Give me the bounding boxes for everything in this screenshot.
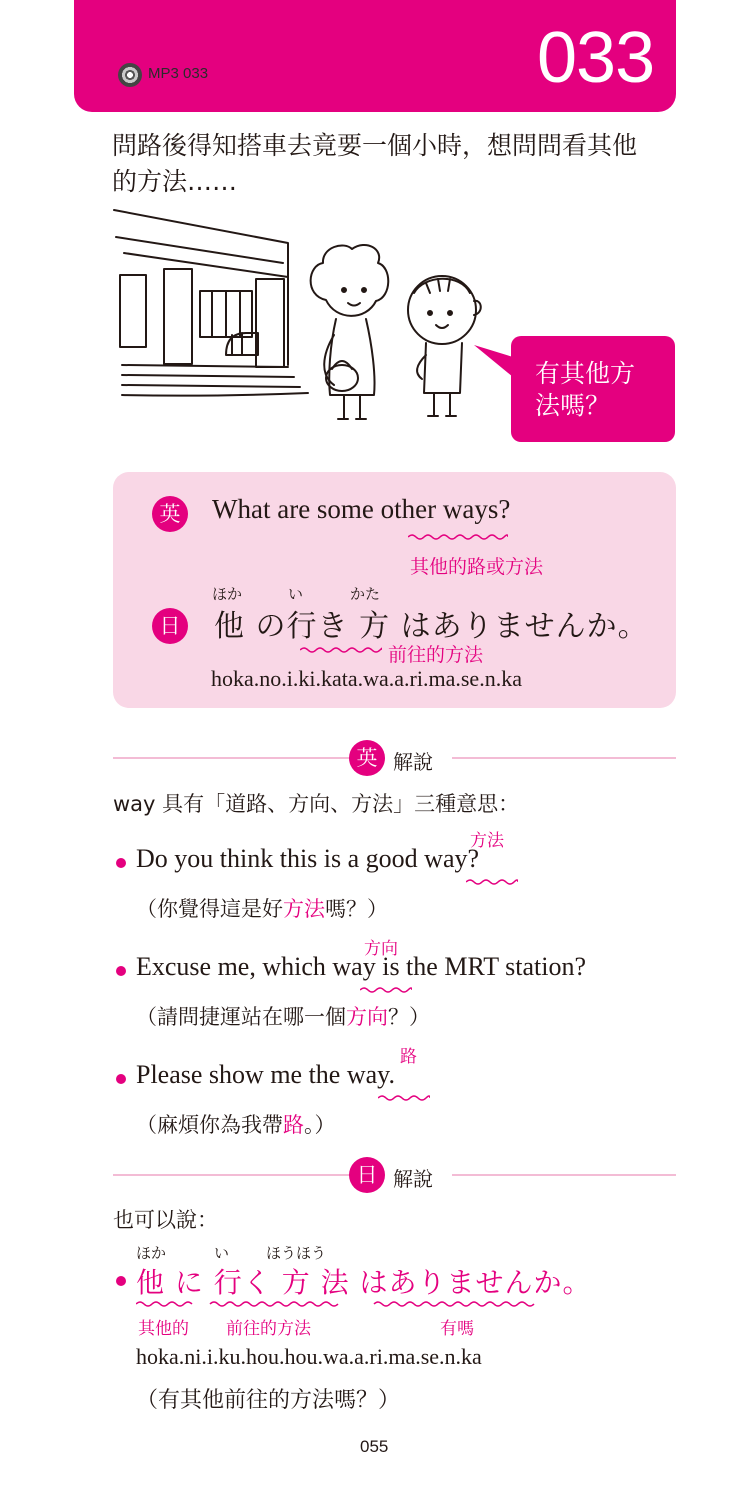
japanese-badge: 日: [152, 608, 188, 644]
item-2-annotation: 方向: [364, 939, 398, 959]
bullet: [116, 1276, 126, 1286]
item-3-translation: （麻煩你為我帶路。）: [136, 1113, 336, 1137]
item-3-sentence: Please show me the way.: [136, 1060, 395, 1089]
wavy-underline: [360, 986, 412, 994]
annotation-way-to-go: 前往的方法: [226, 1319, 311, 1339]
japanese-section-title: 解說: [393, 1167, 433, 1191]
annotation-is-there: 有嗎: [440, 1319, 474, 1339]
wavy-underline: [466, 878, 518, 886]
english-section-title: 解說: [393, 750, 433, 774]
english-section-badge: 英: [349, 740, 385, 776]
english-badge: 英: [152, 496, 188, 532]
bullet: [116, 858, 126, 868]
japanese-example-sentence: 他 の行き 方 はありませんか。: [214, 609, 649, 644]
item-3-annotation: 路: [400, 1047, 417, 1067]
section-divider: [452, 1174, 676, 1176]
section-divider: [452, 757, 676, 759]
bubble-line-1: 有其他方: [535, 359, 636, 388]
wavy-underline: [378, 1094, 430, 1102]
english-explanation-intro: way 具有「道路、方向、方法」三種意思：: [113, 792, 520, 816]
ruby-i: い: [214, 1244, 230, 1262]
alternative-japanese-sentence: 他 に 行く 方 法 はありませんか。: [136, 1266, 592, 1299]
ruby-kata: かた: [350, 585, 381, 603]
japanese-explanation-intro: 也可以說：: [113, 1208, 218, 1232]
intro-line-2: 的方法……: [112, 167, 238, 196]
scenario-intro: [112, 128, 672, 200]
page-number: 055: [360, 1437, 389, 1456]
wavy-underline: [300, 646, 382, 654]
alternative-romaji: hoka.ni.i.ku.hou.hou.wa.a.ri.ma.se.n.ka: [136, 1344, 482, 1369]
ruby-houhou: ほうほう: [266, 1244, 327, 1262]
japanese-romaji: hoka.no.i.ki.kata.wa.a.ri.ma.se.n.ka: [211, 666, 522, 691]
item-2-sentence: Excuse me, which way is the MRT station?: [136, 952, 587, 981]
bubble-line-2: 法嗎？: [535, 391, 611, 420]
item-2-translation: （請問捷運站在哪一個方向？）: [136, 1005, 430, 1029]
section-divider: [113, 1174, 353, 1176]
station-couple-illustration: [108, 205, 528, 430]
mp3-track-label: MP3 033: [148, 65, 209, 82]
alternative-translation: （有其他前往的方法嗎？）: [136, 1388, 401, 1413]
keyword: way: [346, 1060, 389, 1089]
english-example-sentence: What are some other ways?: [212, 494, 511, 524]
japanese-annotation: 前往的方法: [388, 644, 484, 666]
annotation-other: 其他的: [138, 1319, 189, 1339]
cd-audio-icon[interactable]: [118, 63, 142, 87]
wavy-underline: [408, 533, 508, 541]
keyword: way: [424, 844, 468, 873]
lesson-number: 033: [537, 18, 655, 98]
keyword: way: [332, 952, 376, 981]
speech-bubble: [511, 336, 675, 442]
item-1-annotation: 方法: [470, 831, 504, 851]
english-annotation: 其他的路或方法: [410, 556, 544, 578]
japanese-section-badge: 日: [349, 1157, 385, 1193]
item-1-translation: （你覺得這是好方法嗎？）: [136, 897, 388, 921]
intro-line-1: 問路後得知搭車去竟要一個小時，想問問看其他: [112, 131, 638, 160]
bullet: [116, 966, 126, 976]
bullet: [116, 1074, 126, 1084]
wavy-underline: [136, 1300, 566, 1308]
item-1-sentence: Do you think this is a good way?: [136, 844, 480, 873]
section-divider: [113, 757, 353, 759]
ruby-hoka: ほか: [136, 1244, 167, 1262]
ruby-i: い: [288, 585, 304, 603]
ruby-hoka: ほか: [212, 585, 243, 603]
